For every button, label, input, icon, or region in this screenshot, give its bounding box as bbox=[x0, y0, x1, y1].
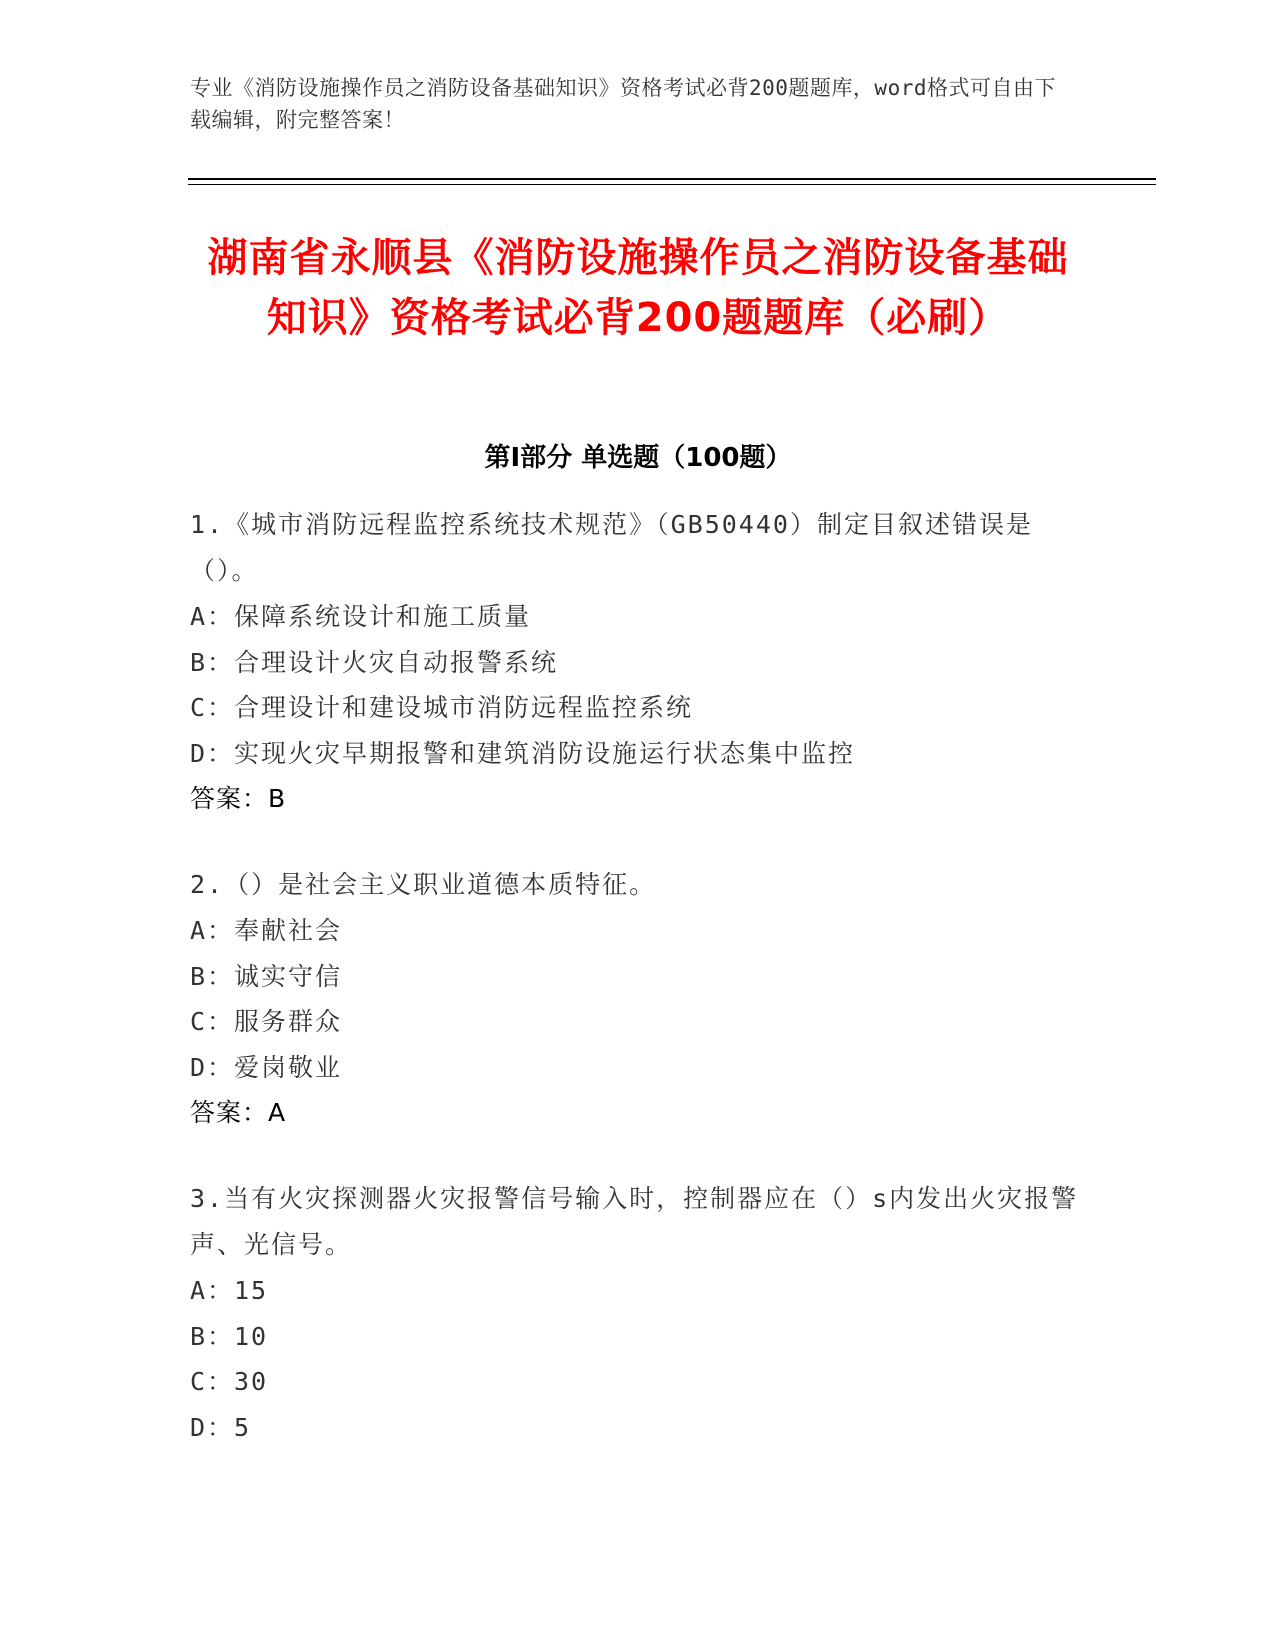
option-b bbox=[190, 640, 1090, 686]
answer-line: 答案：B bbox=[190, 784, 287, 813]
option-label: C： bbox=[190, 1007, 235, 1036]
header-divider-thick bbox=[188, 178, 1156, 180]
question-stem: 3.当有火灾探测器火灾报警信号输入时，控制器应在（）s内发出火灾报警声、光信号。 bbox=[190, 1184, 1079, 1259]
option-text: 15 bbox=[234, 1276, 269, 1305]
option-d bbox=[190, 1405, 1090, 1451]
option-b bbox=[190, 954, 1090, 1000]
option-label: B： bbox=[190, 961, 235, 991]
question-stem: 2.（）是社会主义职业道德本质特征。 bbox=[190, 870, 657, 899]
option-text: 奉献社会 bbox=[234, 916, 343, 945]
option-a bbox=[190, 1268, 1090, 1314]
option-text: 诚实守信 bbox=[234, 961, 343, 991]
option-text: 5 bbox=[234, 1412, 252, 1442]
option-text: 保障系统设计和施工质量 bbox=[234, 602, 532, 631]
question-3 bbox=[190, 1176, 1090, 1450]
header-divider-thin bbox=[188, 184, 1156, 185]
option-label: A： bbox=[190, 1276, 235, 1305]
option-label: C： bbox=[190, 693, 235, 722]
option-c bbox=[190, 685, 1090, 731]
option-d bbox=[190, 1045, 1090, 1091]
question-2 bbox=[190, 862, 1090, 1136]
option-label: C： bbox=[190, 1367, 235, 1396]
option-text: 爱岗敬业 bbox=[234, 1052, 343, 1082]
option-c bbox=[190, 1359, 1090, 1405]
option-d bbox=[190, 731, 1090, 777]
option-label: D： bbox=[190, 738, 235, 768]
option-text: 合理设计和建设城市消防远程监控系统 bbox=[234, 693, 694, 722]
question-stem: 1.《城市消防远程监控系统技术规范》（GB50440）制定目叙述错误是（）。 bbox=[190, 510, 1033, 585]
option-a bbox=[190, 594, 1090, 640]
option-label: A： bbox=[190, 916, 235, 945]
option-text: 服务群众 bbox=[234, 1007, 343, 1036]
option-c bbox=[190, 999, 1090, 1045]
option-label: D： bbox=[190, 1052, 235, 1082]
option-text: 10 bbox=[234, 1321, 269, 1351]
question-1 bbox=[190, 502, 1090, 822]
section-title: 第Ⅰ部分 单选题（100题） bbox=[484, 443, 792, 473]
option-text: 30 bbox=[234, 1367, 269, 1396]
header-note: 专业《消防设施操作员之消防设备基础知识》资格考试必背200题题库，word格式可自由下载编辑，附完整答案！ bbox=[190, 76, 1056, 132]
option-label: B： bbox=[190, 1321, 235, 1351]
option-text: 实现火灾早期报警和建筑消防设施运行状态集中监控 bbox=[234, 738, 856, 768]
answer-line: 答案：A bbox=[190, 1098, 287, 1127]
option-label: D： bbox=[190, 1412, 235, 1442]
option-label: B： bbox=[190, 647, 235, 677]
option-b bbox=[190, 1314, 1090, 1360]
option-a bbox=[190, 908, 1090, 954]
option-label: A： bbox=[190, 602, 235, 631]
document-title: 湖南省永顺县《消防设施操作员之消防设备基础知识》资格考试必背200题题库（必刷） bbox=[207, 235, 1069, 341]
option-text: 合理设计火灾自动报警系统 bbox=[234, 647, 559, 677]
